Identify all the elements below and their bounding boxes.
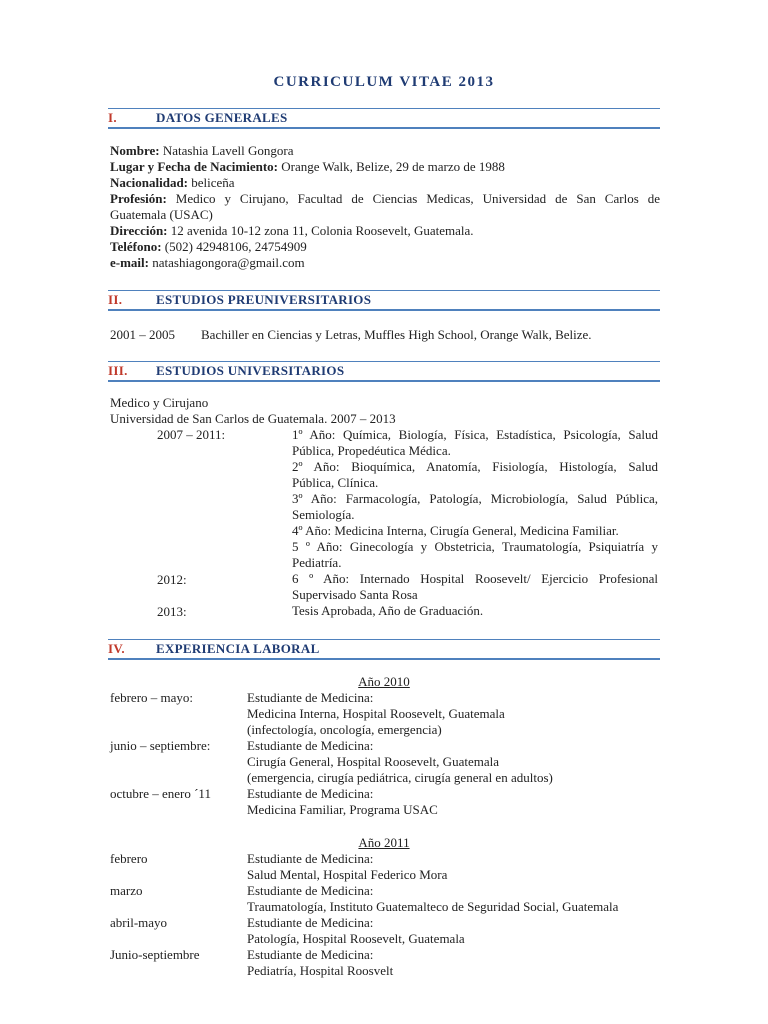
preuniv-years: 2001 – 2005 (110, 327, 175, 342)
period-label: marzo (110, 883, 143, 898)
year-heading-2010: Año 2010 (358, 674, 410, 689)
entry-role: Estudiante de Medicina: (247, 915, 374, 930)
period-label: abril-mayo (110, 915, 168, 930)
experience-entry (247, 851, 447, 883)
section-number: IV. (108, 641, 125, 656)
section-header-universitarios (108, 361, 660, 382)
section-header-experiencia (108, 639, 660, 660)
profession-line (110, 191, 660, 207)
year-heading-2011: Año 2011 (358, 835, 410, 850)
phone-value: (502) 42948106, 24754909 (161, 239, 307, 254)
entry-detail: (emergencia, cirugía pediátrica, cirugía general en adultos) (247, 770, 553, 785)
section-number: I. (108, 110, 117, 125)
course-line: Pública, Clínica. (292, 475, 379, 490)
address-value: 12 avenida 10-12 zona 11, Colonia Roosevelt, Guatemala. (167, 223, 474, 238)
entry-place: Salud Mental, Hospital Federico Mora (247, 867, 448, 882)
section-title: ESTUDIOS PREUNIVERSITARIOS (156, 292, 372, 307)
section-header-preuniversitarios (108, 290, 660, 311)
nationality-value: beliceña (188, 175, 235, 190)
period-2012: 2012: (157, 572, 187, 587)
document-title: CURRICULUM VITAE 2013 (273, 74, 495, 90)
phone-label: Teléfono: (110, 239, 162, 254)
course-line: 6 º Año: Internado Hospital Roosevelt/ Ejercicio Profesional (292, 571, 658, 586)
course-line: 3º Año: Farmacología, Patología, Microbiología, Salud Pública, (292, 491, 658, 506)
address-line (110, 223, 660, 239)
period-2013: 2013: (157, 604, 187, 619)
experience-entry (247, 738, 553, 786)
entry-role: Estudiante de Medicina: (247, 947, 374, 962)
period-label: octubre – enero ´11 (110, 786, 211, 801)
experience-entry (247, 947, 393, 979)
entry-role: Estudiante de Medicina: (247, 786, 374, 801)
entry-place: Medicina Familiar, Programa USAC (247, 802, 438, 817)
period-label: febrero (110, 851, 148, 866)
entry-detail: (infectología, oncología, emergencia) (247, 722, 442, 737)
email-value[interactable]: natashiagongora@gmail.com (148, 255, 305, 270)
nationality-label: Nacionalidad: (110, 175, 189, 190)
course-line: Tesis Aprobada, Año de Graduación. (292, 603, 484, 618)
nationality-line (110, 175, 660, 191)
profession-line-2: Guatemala (USAC) (110, 207, 213, 222)
entry-role: Estudiante de Medicina: (247, 851, 374, 866)
course-line: 1º Año: Química, Biología, Física, Estadística, Psicología, Salud (292, 427, 658, 442)
period-label: febrero – mayo: (110, 690, 194, 705)
course-line: Pública, Propedéutica Médica. (292, 443, 451, 458)
period-label: Junio-septiembre (110, 947, 200, 962)
email-label: e-mail: (110, 255, 149, 270)
birth-value: Orange Walk, Belize, 29 de marzo de 1988 (278, 159, 505, 174)
course-line: 4º Año: Medicina Interna, Cirugía General, Medicina Familiar. (292, 523, 619, 538)
name-value: Natashia Lavell Gongora (159, 143, 294, 158)
entry-role: Estudiante de Medicina: (247, 738, 374, 753)
university: Universidad de San Carlos de Guatemala. 2007 – 2013 (110, 411, 396, 426)
section-title: ESTUDIOS UNIVERSITARIOS (156, 363, 345, 378)
entry-place: Cirugía General, Hospital Roosevelt, Guatemala (247, 754, 499, 769)
entry-place: Pediatría, Hospital Roosvelt (247, 963, 394, 978)
address-label: Dirección: (110, 223, 168, 238)
general-data (110, 143, 660, 271)
entry-place: Medicina Interna, Hospital Roosevelt, Guatemala (247, 706, 505, 721)
profession-value: Medico y Cirujano, Facultad de Ciencias Medicas, Universidad de San Carlos de (166, 191, 660, 206)
course-line: Pediatría. (292, 555, 342, 570)
courses-list (292, 427, 658, 619)
birth-line (110, 159, 660, 175)
name-line (110, 143, 660, 159)
period-2007-2011: 2007 – 2011: (157, 427, 226, 442)
profession-label: Profesión: (110, 191, 167, 206)
section-header-datos-generales (108, 108, 660, 129)
course-line: Supervisado Santa Rosa (292, 587, 418, 602)
email-line (110, 255, 660, 271)
name-label: Nombre: (110, 143, 160, 158)
course-line: 5 º Año: Ginecología y Obstetricia, Traumatología, Psiquiatría y (292, 539, 658, 554)
entry-role: Estudiante de Medicina: (247, 883, 374, 898)
phone-line (110, 239, 660, 255)
birth-label: Lugar y Fecha de Nacimiento: (110, 159, 279, 174)
section-number: II. (108, 292, 123, 307)
experience-entry (247, 915, 465, 947)
course-line: 2º Año: Bioquímica, Anatomía, Fisiología, Histología, Salud (292, 459, 658, 474)
entry-place: Patología, Hospital Roosevelt, Guatemala (247, 931, 465, 946)
preuniv-text: Bachiller en Ciencias y Letras, Muffles High School, Orange Walk, Belize. (201, 327, 592, 342)
entry-role: Estudiante de Medicina: (247, 690, 374, 705)
course-line: Semiología. (292, 507, 355, 522)
period-label: junio – septiembre: (110, 738, 211, 753)
entry-place: Traumatología, Instituto Guatemalteco de Seguridad Social, Guatemala (247, 899, 619, 914)
experience-entry (247, 786, 438, 818)
section-title: EXPERIENCIA LABORAL (156, 641, 320, 656)
section-number: III. (108, 363, 128, 378)
section-title: DATOS GENERALES (156, 110, 288, 125)
experience-entry (247, 883, 618, 915)
degree: Medico y Cirujano (110, 395, 209, 410)
experience-entry (247, 690, 505, 738)
